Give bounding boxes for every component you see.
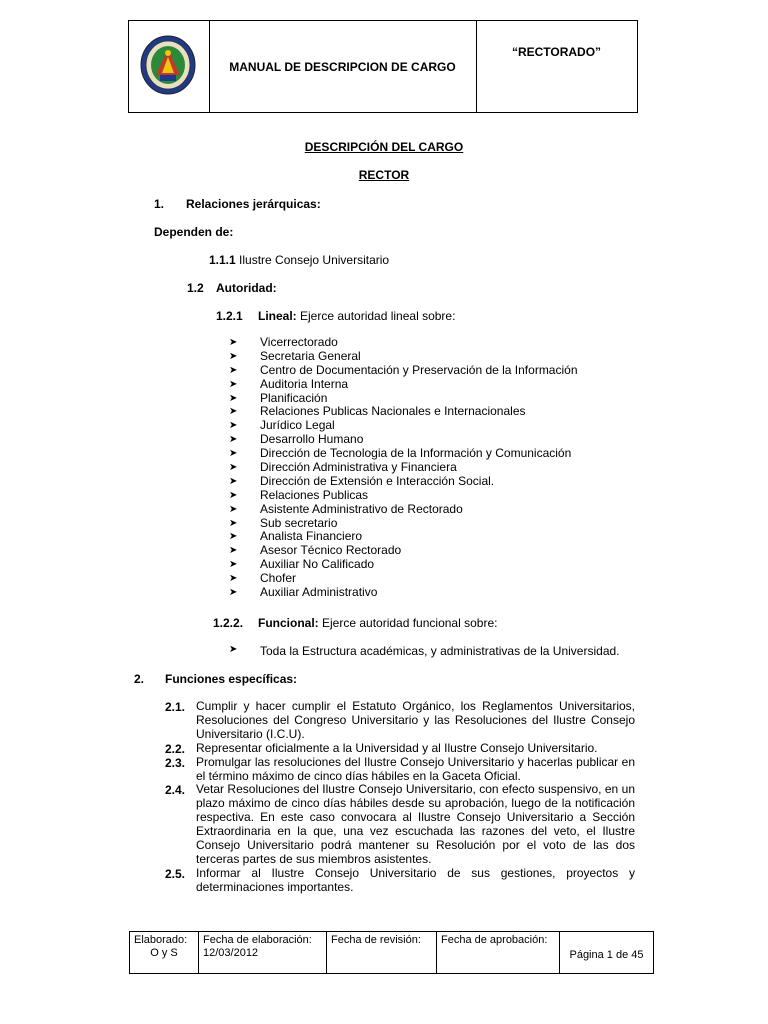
lineal-item-text: Dirección de Extensión e Interacción Social.: [260, 473, 495, 488]
arrow-bullet-icon: ➤: [229, 644, 238, 655]
function-number: 2.2.: [165, 741, 186, 756]
arrow-bullet-icon: ➤: [229, 448, 238, 460]
function-number: 2.3.: [165, 755, 186, 770]
arrow-bullet-icon: ➤: [229, 462, 238, 474]
lineal-list-item: [229, 530, 578, 544]
function-item: [165, 756, 635, 784]
lineal-item-text: Asistente Administrativo de Rectorado: [260, 501, 463, 516]
depend-label: Dependen de:: [154, 225, 234, 239]
document-header: [128, 20, 638, 113]
footer-fecha-aprobacion-label: Fecha de aprobación:: [441, 934, 548, 946]
lineal-item-text: Centro de Documentación y Preservación de la Información: [260, 362, 578, 377]
lineal-item-text: Auxiliar No Calificado: [260, 557, 375, 572]
arrow-bullet-icon: ➤: [229, 337, 238, 348]
lineal-list-item: [229, 378, 578, 392]
arrow-bullet-icon: ➤: [229, 392, 238, 404]
arrow-bullet-icon: ➤: [229, 587, 238, 599]
lineal-item-text: Vicerrectorado: [260, 335, 338, 349]
arrow-bullet-icon: ➤: [229, 503, 238, 515]
university-seal-logo: [140, 35, 196, 95]
function-item: [165, 867, 635, 895]
function-number: 2.4.: [165, 783, 186, 798]
footer-fecha-elaboracion-label: Fecha de elaboración:: [203, 934, 312, 946]
section-1-number: 1.: [154, 197, 165, 211]
section-2-number: 2.: [134, 672, 145, 686]
section-1-2-1-text: Ejerce autoridad lineal sobre:: [296, 309, 456, 323]
section-1-2-label: Autoridad:: [216, 281, 277, 295]
function-text: Vetar Resoluciones del Ilustre Consejo Universitario, con efecto suspensivo, en un plazo máximo de cinco días hábiles desde su aprobación, luego de la notificación respectiva. En este caso convocara al Ilustre Consejo Universitario a Sección Extraordinaria en la que, una vez escuchada las razones del veto, el Ilustre Consejo Universitario podrá mantener su Resolución por el voto de las dos terceras partes de sus miembros asistentes.: [196, 782, 635, 866]
lineal-authority-list: [229, 336, 578, 600]
section-1-2-1-label: Lineal:: [258, 309, 297, 323]
position-title: RECTOR: [358, 168, 410, 182]
lineal-item-text: Planificación: [260, 390, 328, 405]
function-item: [165, 783, 635, 866]
funcional-list-item: [229, 644, 620, 658]
lineal-list-item: [229, 447, 578, 461]
footer-fecha-revision-cell: [327, 932, 437, 973]
lineal-item-text: Asesor Técnico Rectorado: [260, 543, 402, 558]
document-footer: [129, 931, 654, 974]
arrow-bullet-icon: ➤: [229, 364, 238, 376]
lineal-list-item: [229, 475, 578, 489]
page-number: Página 1 de 45: [569, 949, 644, 961]
lineal-item-text: Auxiliar Administrativo: [260, 585, 378, 600]
lineal-item-text: Auditoria Interna: [260, 376, 349, 391]
function-text: Cumplir y hacer cumplir el Estatuto Orgánico, los Reglamentos Universitarios, Resoluciones del Congreso Universitario y las Resoluciones del Ilustre Consejo Universitario (I.C.U).: [196, 699, 635, 741]
footer-page-cell: [560, 932, 653, 973]
lineal-item-text: Chofer: [260, 571, 297, 586]
footer-fecha-elaboracion-cell: [199, 932, 327, 973]
section-1-1-1-text: Ilustre Consejo Universitario: [235, 253, 390, 267]
footer-fecha-aprobacion-cell: [437, 932, 560, 973]
function-item: [165, 700, 635, 742]
footer-elaborado-label: Elaborado:: [134, 934, 188, 946]
arrow-bullet-icon: ➤: [229, 420, 238, 432]
section-1-2-2: [258, 616, 497, 630]
function-text: Representar oficialmente a la Universidad y al Ilustre Consejo Universitario.: [196, 740, 598, 755]
lineal-item-text: Jurídico Legal: [260, 418, 335, 433]
unit-title: “RECTORADO”: [511, 45, 602, 59]
section-1-2-2-number: 1.2.2.: [213, 616, 244, 630]
lineal-list-item: [229, 405, 578, 419]
lineal-list-item: [229, 558, 578, 572]
lineal-list-item: [229, 433, 578, 447]
lineal-item-text: Secretaria General: [260, 348, 361, 363]
arrow-bullet-icon: ➤: [229, 531, 238, 543]
arrow-bullet-icon: ➤: [229, 434, 238, 446]
lineal-list-item: [229, 572, 578, 586]
doc-title: DESCRIPCIÓN DEL CARGO: [304, 140, 464, 154]
section-1-2-1: [258, 309, 455, 323]
unit-cell: [476, 21, 637, 112]
lineal-list-item: [229, 503, 578, 517]
lineal-list-item: [229, 392, 578, 406]
footer-elaborado-value: O y S: [150, 947, 178, 959]
function-item: [165, 742, 635, 756]
lineal-list-item: [229, 489, 578, 503]
section-1-2-number: 1.2: [187, 281, 204, 295]
footer-fecha-revision-label: Fecha de revisión:: [331, 934, 421, 946]
lineal-list-item: [229, 517, 578, 531]
function-number: 2.1.: [165, 700, 186, 714]
section-1-2-2-label: Funcional:: [258, 616, 319, 630]
lineal-item-text: Analista Financiero: [260, 529, 363, 544]
function-text: Informar al Ilustre Consejo Universitario de sus gestiones, proyectos y determinaciones importantes.: [196, 865, 635, 894]
specific-functions-list: [165, 700, 635, 895]
lineal-item-text: Desarrollo Humano: [260, 432, 364, 447]
lineal-list-item: [229, 586, 578, 600]
footer-elaborado-cell: [130, 932, 199, 973]
lineal-item-text: Relaciones Publicas Nacionales e Internacionales: [260, 404, 526, 419]
logo-cell: [129, 21, 210, 112]
arrow-bullet-icon: ➤: [229, 559, 238, 571]
arrow-bullet-icon: ➤: [229, 378, 238, 390]
lineal-item-text: Dirección de Tecnologia de la Información y Comunicación: [260, 446, 572, 461]
arrow-bullet-icon: ➤: [229, 489, 238, 501]
function-text: Promulgar las resoluciones del Ilustre Consejo Universitario y hacerlas publicar en el término máximo de cinco días hábiles en la Gaceta Oficial.: [196, 754, 635, 783]
lineal-list-item: [229, 350, 578, 364]
section-1-label: Relaciones jerárquicas:: [186, 197, 321, 211]
arrow-bullet-icon: ➤: [229, 350, 238, 362]
lineal-list-item: [229, 364, 578, 378]
lineal-item-text: Relaciones Publicas: [260, 487, 369, 502]
arrow-bullet-icon: ➤: [229, 475, 238, 487]
lineal-item-text: Sub secretario: [260, 515, 338, 530]
arrow-bullet-icon: ➤: [229, 545, 238, 557]
footer-fecha-elaboracion-value: 12/03/2012: [203, 947, 259, 959]
lineal-list-item: [229, 544, 578, 558]
section-2-label: Funciones específicas:: [165, 672, 298, 686]
section-1-2-2-text: Ejerce autoridad funcional sobre:: [318, 616, 498, 630]
section-1-1-1-number: 1.1.1: [209, 253, 236, 267]
lineal-list-item: [229, 461, 578, 475]
lineal-item-text: Dirección Administrativa y Financiera: [260, 460, 457, 475]
manual-title: MANUAL DE DESCRIPCION DE CARGO: [209, 21, 477, 112]
section-1-1-1: [209, 253, 389, 267]
arrow-bullet-icon: ➤: [229, 573, 238, 585]
section-1-2-1-number: 1.2.1: [216, 309, 243, 323]
lineal-list-item: [229, 419, 578, 433]
lineal-list-item: [229, 336, 578, 350]
arrow-bullet-icon: ➤: [229, 406, 238, 418]
funcional-item-text: Toda la Estructura académicas, y administrativas de la Universidad.: [260, 644, 620, 658]
arrow-bullet-icon: ➤: [229, 517, 238, 529]
function-number: 2.5.: [165, 866, 186, 881]
